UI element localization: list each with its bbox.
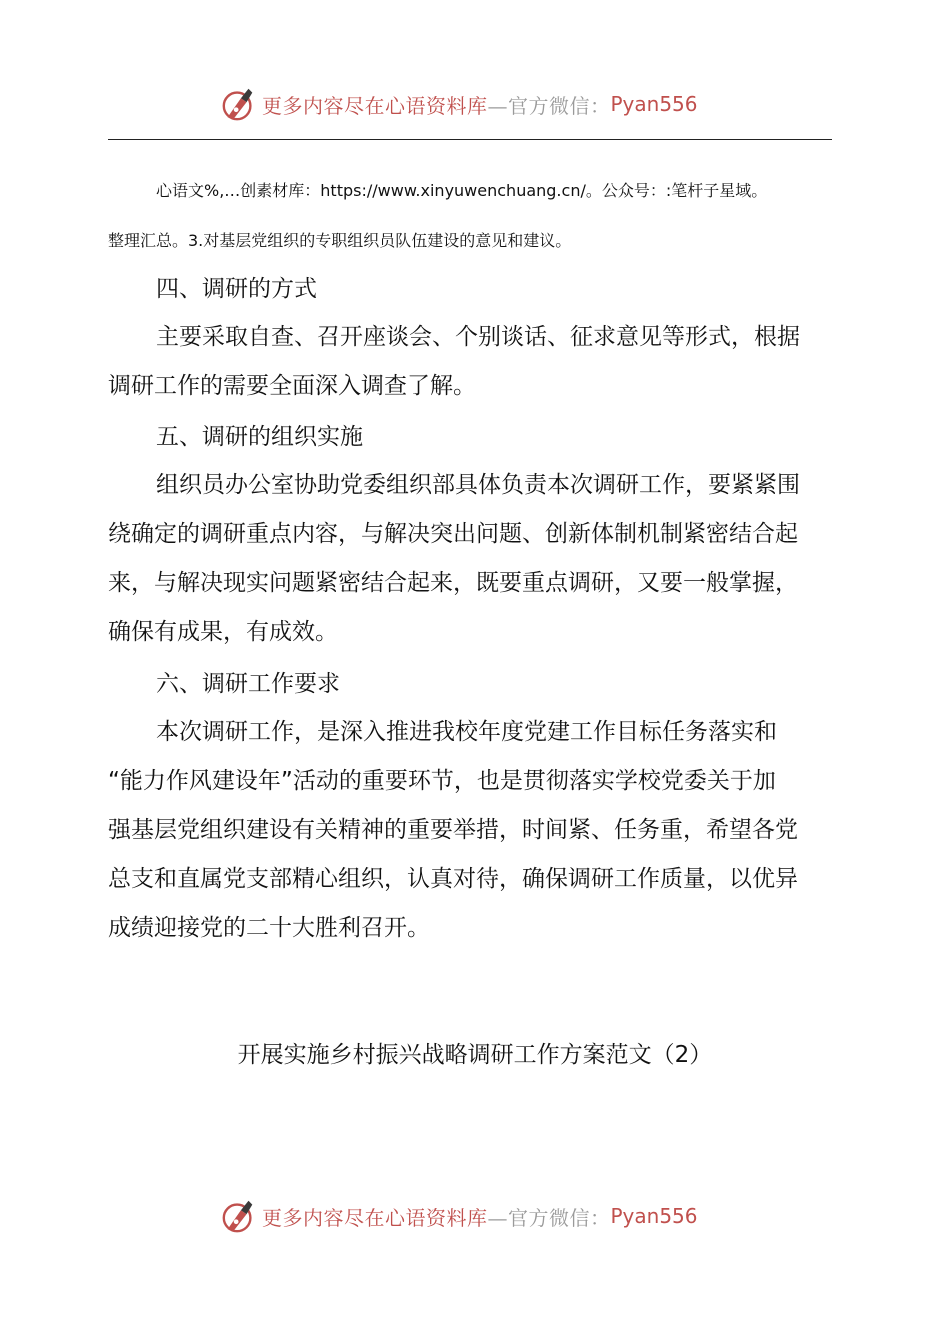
paragraph-line: 组织员办公室协助党委组织部具体负责本次调研工作，要紧紧围 xyxy=(156,472,800,498)
banner-text: 更多内容尽在心语资料库 xyxy=(262,93,488,118)
section-5-heading: 五、调研的组织实施 xyxy=(156,424,363,450)
paragraph-line: 主要采取自查、召开座谈会、个别谈话、征求意见等形式，根据 xyxy=(156,324,800,350)
banner-separator: —官方微信： xyxy=(487,1205,611,1230)
section-6-heading: 六、调研工作要求 xyxy=(156,671,340,697)
header-divider xyxy=(108,139,832,140)
paragraph-line: 调研工作的需要全面深入调查了解。 xyxy=(108,373,476,399)
banner-wechat-id: Pyan556 xyxy=(610,92,698,116)
header-banner xyxy=(220,84,698,124)
banner-text: 更多内容尽在心语资料库 xyxy=(262,1205,488,1230)
small-line-1: 心语文%,…创素材库：https://www.xinyuwenchuang.cn/。公众号：:笔杆子星域。 xyxy=(156,181,768,200)
small-line-2: 整理汇总。3.对基层党组织的专职组织员队伍建设的意见和建议。 xyxy=(108,231,572,250)
pen-nib-logo-icon xyxy=(220,1197,258,1235)
pen-nib-logo-icon xyxy=(220,85,258,123)
paragraph-line: 来，与解决现实问题紧密结合起来，既要重点调研，又要一般掌握， xyxy=(108,570,798,596)
paragraph-line: 成绩迎接党的二十大胜利召开。 xyxy=(108,915,430,941)
section-4-heading: 四、调研的方式 xyxy=(156,276,317,302)
paragraph-line: “能力作风建设年”活动的重要环节，也是贯彻落实学校党委关于加 xyxy=(108,768,776,794)
paragraph-line: 绕确定的调研重点内容，与解决突出问题、创新体制机制紧密结合起 xyxy=(108,521,798,547)
paragraph-line: 强基层党组织建设有关精神的重要举措，时间紧、任务重，希望各党 xyxy=(108,817,798,843)
section-4-paragraph xyxy=(108,313,832,411)
section-5-paragraph xyxy=(108,461,832,657)
section-6-paragraph xyxy=(108,708,832,953)
paragraph-line: 本次调研工作，是深入推进我校年度党建工作目标任务落实和 xyxy=(156,719,777,745)
footer-banner xyxy=(220,1196,698,1236)
paragraph-line: 确保有成果，有成效。 xyxy=(108,619,338,645)
banner-separator: —官方微信： xyxy=(487,93,611,118)
banner-wechat-id: Pyan556 xyxy=(610,1204,698,1228)
next-document-title: 开展实施乡村振兴战略调研工作方案范文（2） xyxy=(237,1042,713,1068)
paragraph-line: 总支和直属党支部精心组织，认真对待，确保调研工作质量，以优异 xyxy=(108,866,798,892)
